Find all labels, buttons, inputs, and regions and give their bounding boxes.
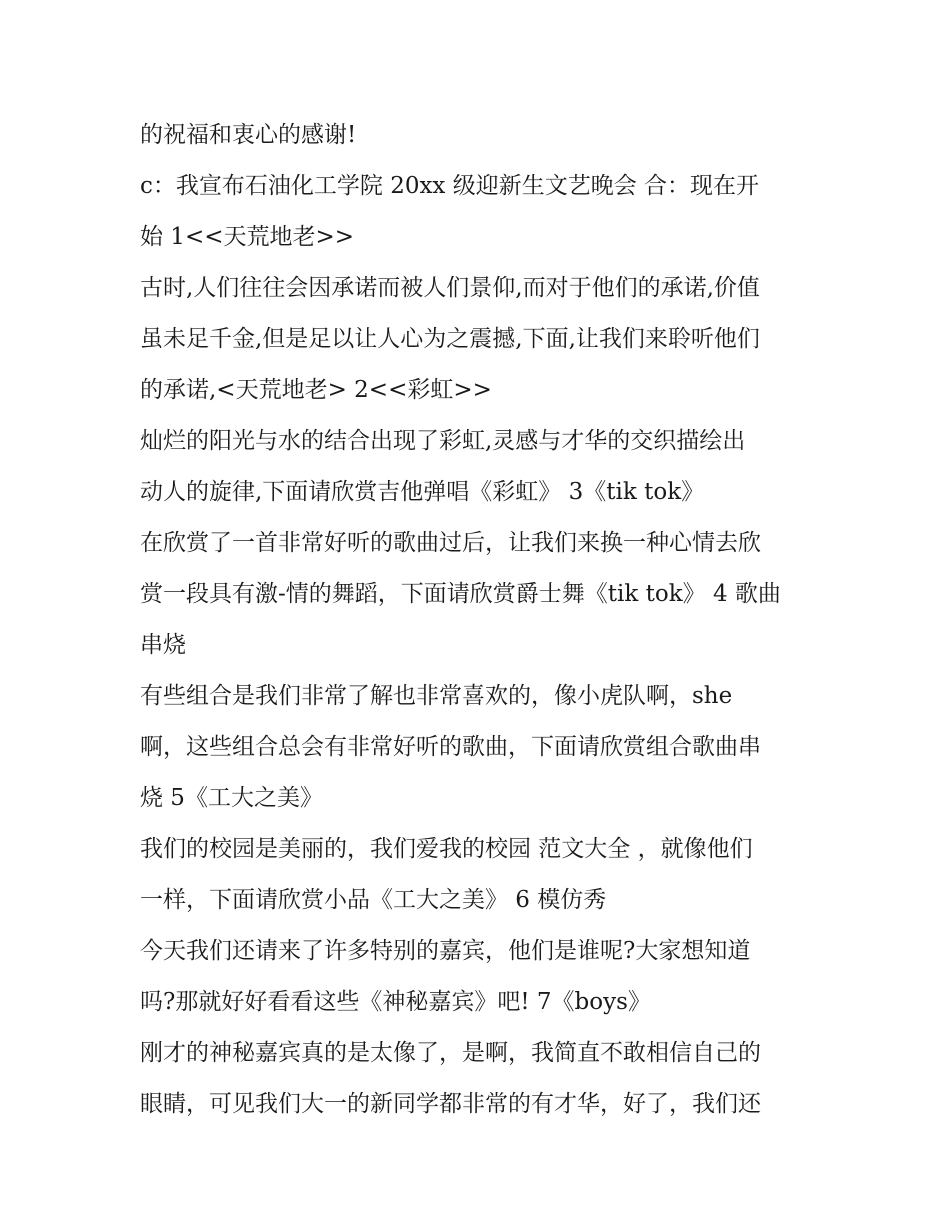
- text-line: 灿烂的阳光与水的结合出现了彩虹,灵感与才华的交织描绘出: [140, 428, 746, 454]
- text-line: 有些组合是我们非常了解也非常喜欢的，像小虎队啊，she: [140, 683, 733, 709]
- text-line: 的祝福和衷心的感谢!: [140, 122, 357, 148]
- text-line: 眼睛，可见我们大一的新同学都非常的有才华，好了，我们还: [140, 1091, 761, 1117]
- text-line: 始 1<<天荒地老>>: [140, 224, 355, 250]
- text-line: 烧 5《工大之美》: [140, 785, 323, 811]
- text-line: 动人的旋律,下面请欣赏吉他弹唱《彩虹》 3《tik tok》: [140, 479, 705, 505]
- text-line: 在欣赏了一首非常好听的歌曲过后，让我们来换一种心情去欣: [140, 530, 761, 556]
- text-line: 古时,人们往往会因承诺而被人们景仰,而对于他们的承诺,价值: [140, 275, 760, 301]
- text-line: 刚才的神秘嘉宾真的是太像了，是啊，我简直不敢相信自己的: [140, 1040, 761, 1066]
- text-line: 今天我们还请来了许多特别的嘉宾，他们是谁呢?大家想知道: [140, 938, 751, 964]
- text-line: c：我宣布石油化工学院 20xx 级迎新生文艺晚会 合：现在开: [140, 173, 760, 199]
- text-line: 串烧: [140, 632, 186, 658]
- text-line: 吗?那就好好看看这些《神秘嘉宾》吧! 7《boys》: [140, 989, 651, 1015]
- text-line: 虽未足千金,但是足以让人心为之震撼,下面,让我们来聆听他们: [140, 326, 760, 352]
- text-line: 的承诺,<天荒地老> 2<<彩虹>>: [140, 377, 492, 403]
- body-text: [140, 110, 820, 1130]
- text-line: 啊，这些组合总会有非常好听的歌曲，下面请欣赏组合歌曲串: [140, 734, 761, 760]
- text-line: 我们的校园是美丽的，我们爱我的校园 范文大全 ，就像他们: [140, 836, 753, 862]
- text-line: 一样，下面请欣赏小品《工大之美》 6 模仿秀: [140, 887, 607, 913]
- text-line: 赏一段具有激-情的舞蹈，下面请欣赏爵士舞《tik tok》 4 歌曲: [140, 581, 781, 607]
